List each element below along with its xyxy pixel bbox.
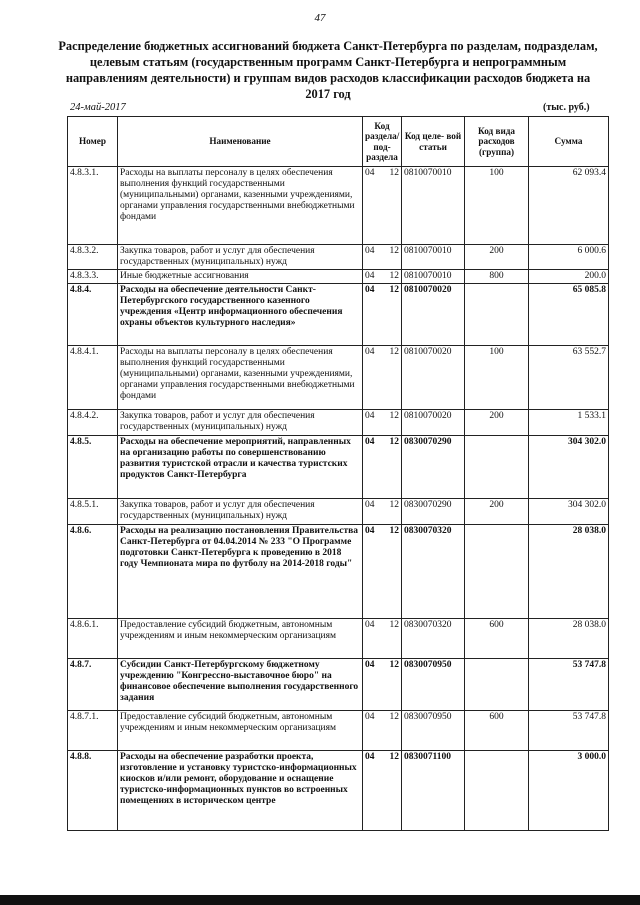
table-row <box>68 711 609 751</box>
header-section-code: Код раздела/ под- раздела <box>363 117 402 167</box>
row-name: Иные бюджетные ассигнования <box>118 270 363 284</box>
table-row <box>68 499 609 525</box>
row-name: Расходы на обеспечение деятельности Санкт-Петербургского государственного казенного учреждения «Центр информационного обеспечения охраны объектов культурного наследия» <box>118 284 363 346</box>
row-subsection-code: 12 <box>385 284 402 346</box>
row-target-code: 0830070950 <box>402 711 465 751</box>
row-number: 4.8.3.3. <box>68 270 118 284</box>
row-section-code: 04 <box>363 436 385 499</box>
row-subsection-code: 12 <box>385 410 402 436</box>
table-row <box>68 525 609 619</box>
table-row <box>68 410 609 436</box>
units-label: (тыс. руб.) <box>543 102 590 113</box>
row-subsection-code: 12 <box>385 659 402 711</box>
header-sum: Сумма <box>529 117 609 167</box>
table-row <box>68 245 609 270</box>
row-expense-type <box>465 659 529 711</box>
row-target-code: 0830070290 <box>402 499 465 525</box>
budget-table <box>67 116 609 831</box>
document-date: 24-май-2017 <box>70 102 126 113</box>
row-name: Расходы на выплаты персоналу в целях обеспечения выполнения функций государственными (муниципальными) органами, казенными учреждениями, органами управления государственными внебюджетными фондами <box>118 346 363 410</box>
table-row <box>68 270 609 284</box>
row-section-code: 04 <box>363 711 385 751</box>
row-sum: 6 000.6 <box>529 245 609 270</box>
row-sum: 304 302.0 <box>529 436 609 499</box>
row-expense-type: 100 <box>465 346 529 410</box>
row-subsection-code: 12 <box>385 436 402 499</box>
row-target-code: 0810070010 <box>402 270 465 284</box>
table-row <box>68 167 609 245</box>
row-target-code: 0810070020 <box>402 410 465 436</box>
row-sum: 53 747.8 <box>529 659 609 711</box>
row-expense-type: 200 <box>465 499 529 525</box>
row-expense-type <box>465 436 529 499</box>
row-sum: 28 038.0 <box>529 525 609 619</box>
row-name: Предоставление субсидий бюджетным, автономным учреждениям и иным некоммерческим организациям <box>118 619 363 659</box>
row-sum: 3 000.0 <box>529 751 609 831</box>
row-target-code: 0830070950 <box>402 659 465 711</box>
row-expense-type <box>465 284 529 346</box>
row-name: Закупка товаров, работ и услуг для обеспечения государственных (муниципальных) нужд <box>118 245 363 270</box>
row-sum: 1 533.1 <box>529 410 609 436</box>
row-number: 4.8.4.1. <box>68 346 118 410</box>
row-name: Расходы на выплаты персоналу в целях обеспечения выполнения функций государственными (муниципальными) органами, казенными учреждениями, органами управления государственными внебюджетными фондами <box>118 167 363 245</box>
table-row <box>68 751 609 831</box>
row-expense-type: 800 <box>465 270 529 284</box>
row-name: Предоставление субсидий бюджетным, автономным учреждениям и иным некоммерческим организациям <box>118 711 363 751</box>
row-section-code: 04 <box>363 270 385 284</box>
row-target-code: 0810070020 <box>402 284 465 346</box>
row-target-code: 0830070290 <box>402 436 465 499</box>
row-sum: 62 093.4 <box>529 167 609 245</box>
row-sum: 53 747.8 <box>529 711 609 751</box>
row-section-code: 04 <box>363 245 385 270</box>
scan-border <box>0 895 640 905</box>
row-subsection-code: 12 <box>385 167 402 245</box>
row-expense-type: 600 <box>465 711 529 751</box>
row-sum: 200.0 <box>529 270 609 284</box>
header-name: Наименование <box>118 117 363 167</box>
row-name: Закупка товаров, работ и услуг для обеспечения государственных (муниципальных) нужд <box>118 410 363 436</box>
row-expense-type <box>465 525 529 619</box>
row-section-code: 04 <box>363 659 385 711</box>
row-sum: 28 038.0 <box>529 619 609 659</box>
row-subsection-code: 12 <box>385 499 402 525</box>
row-number: 4.8.6. <box>68 525 118 619</box>
row-section-code: 04 <box>363 410 385 436</box>
row-section-code: 04 <box>363 619 385 659</box>
row-target-code: 0830070320 <box>402 619 465 659</box>
table-row <box>68 619 609 659</box>
page-number: 47 <box>314 12 326 24</box>
row-section-code: 04 <box>363 284 385 346</box>
row-expense-type: 200 <box>465 410 529 436</box>
table-row <box>68 659 609 711</box>
row-section-code: 04 <box>363 751 385 831</box>
row-subsection-code: 12 <box>385 525 402 619</box>
row-number: 4.8.3.2. <box>68 245 118 270</box>
row-section-code: 04 <box>363 525 385 619</box>
row-subsection-code: 12 <box>385 619 402 659</box>
row-number: 4.8.4.2. <box>68 410 118 436</box>
row-name: Субсидии Санкт-Петербургскому бюджетному учреждению "Конгрессно-выставочное бюро" на финансовое обеспечение выполнения государственного задания <box>118 659 363 711</box>
row-expense-type: 600 <box>465 619 529 659</box>
row-number: 4.8.5. <box>68 436 118 499</box>
row-target-code: 0810070010 <box>402 245 465 270</box>
header-target-code: Код целе- вой статьи <box>402 117 465 167</box>
row-target-code: 0810070010 <box>402 167 465 245</box>
row-name: Расходы на реализацию постановления Правительства Санкт-Петербурга от 04.04.2014 № 233 "О Программе подготовки Санкт-Петербурга к проведению в 2018 году Чемпионата мира по футболу на 2014-2018 годы" <box>118 525 363 619</box>
row-name: Расходы на обеспечение мероприятий, направленных на организацию работы по совершенствованию развития туристской отрасли и качества туристских продуктов Санкт-Петербурга <box>118 436 363 499</box>
table-body <box>68 167 609 831</box>
row-subsection-code: 12 <box>385 270 402 284</box>
row-sum: 65 085.8 <box>529 284 609 346</box>
header-expense-type: Код вида расходов (группа) <box>465 117 529 167</box>
row-number: 4.8.7. <box>68 659 118 711</box>
row-number: 4.8.7.1. <box>68 711 118 751</box>
row-expense-type <box>465 751 529 831</box>
row-number: 4.8.4. <box>68 284 118 346</box>
row-number: 4.8.5.1. <box>68 499 118 525</box>
table-row <box>68 436 609 499</box>
row-section-code: 04 <box>363 346 385 410</box>
row-name: Расходы на обеспечение разработки проекта, изготовление и установку туристско-информационных киосков и/или ремонт, оборудование и оснащение туристско-информационных пунктов во встроенных помещениях в историческом центре <box>118 751 363 831</box>
table-row <box>68 346 609 410</box>
row-section-code: 04 <box>363 167 385 245</box>
row-number: 4.8.8. <box>68 751 118 831</box>
row-target-code: 0830071100 <box>402 751 465 831</box>
row-sum: 304 302.0 <box>529 499 609 525</box>
row-subsection-code: 12 <box>385 346 402 410</box>
row-section-code: 04 <box>363 499 385 525</box>
table-row <box>68 284 609 346</box>
row-subsection-code: 12 <box>385 711 402 751</box>
row-subsection-code: 12 <box>385 751 402 831</box>
header-number: Номер <box>68 117 118 167</box>
row-subsection-code: 12 <box>385 245 402 270</box>
document-title: Распределение бюджетных ассигнований бюджета Санкт-Петербурга по разделам, подразделам, целевым статьям (государственным программ Санкт-Петербурга и непрограммным направлениям деятельности) и группам видов расходов классификации расходов бюджета на 2017 год <box>58 39 598 101</box>
row-target-code: 0810070020 <box>402 346 465 410</box>
row-name: Закупка товаров, работ и услуг для обеспечения государственных (муниципальных) нужд <box>118 499 363 525</box>
row-number: 4.8.3.1. <box>68 167 118 245</box>
row-target-code: 0830070320 <box>402 525 465 619</box>
row-sum: 63 552.7 <box>529 346 609 410</box>
row-expense-type: 200 <box>465 245 529 270</box>
row-expense-type: 100 <box>465 167 529 245</box>
row-number: 4.8.6.1. <box>68 619 118 659</box>
